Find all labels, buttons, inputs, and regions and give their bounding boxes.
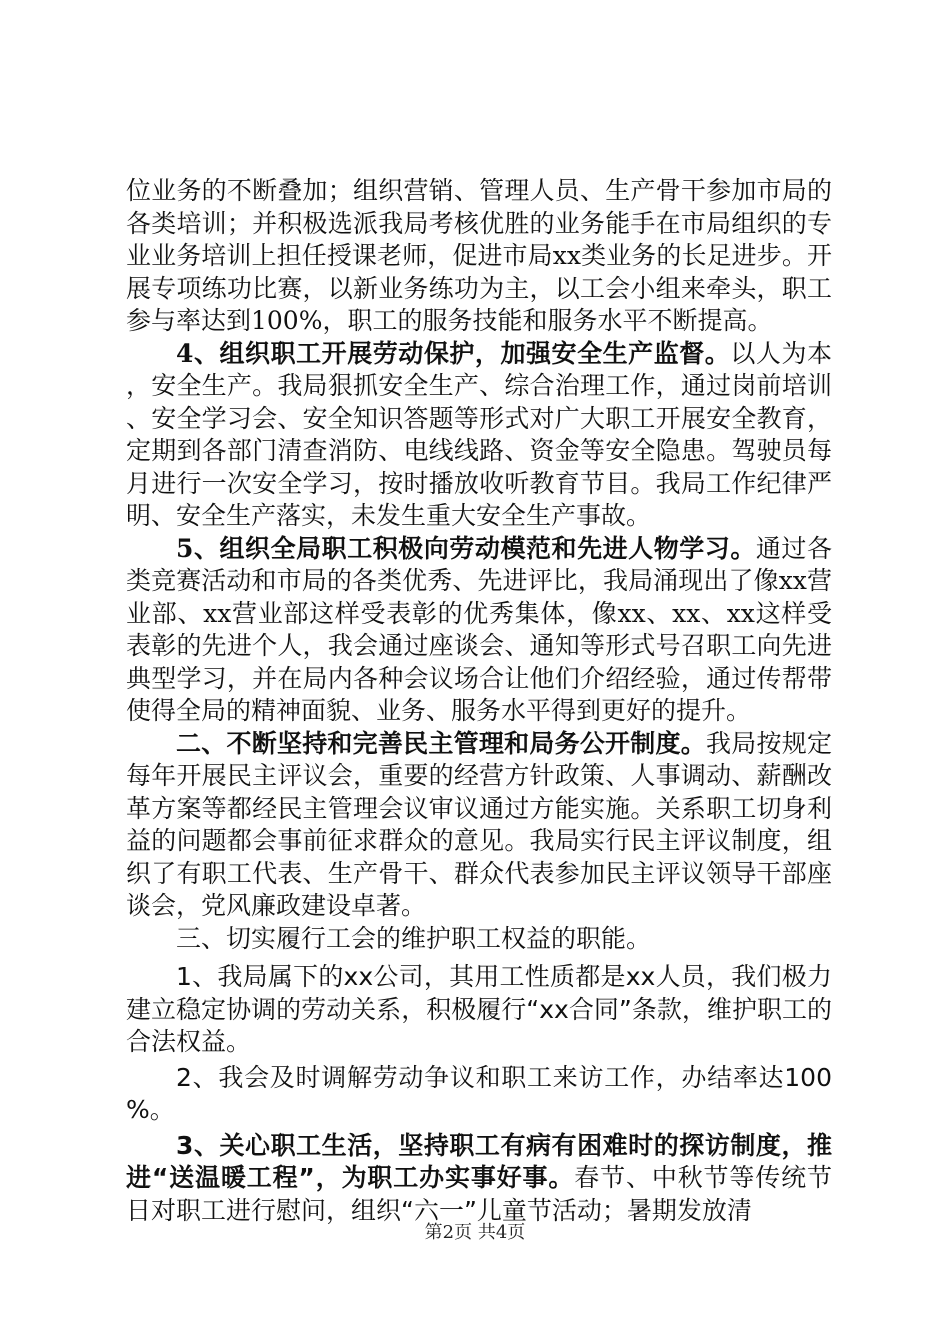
paragraph-item-2 [126, 1062, 832, 1127]
paragraph-text: 位业务的不断叠加；组织营销、管理人员、生产骨干参加市局的各类培训；并积极选派我局考核优胜的业务能手在市局组织的专业业务培训上担任授课老师，促进市局xx类业务的长足进步。开展专项练功比赛，以新业务练功为主，以工会小组来牵头，职工参与率达到100%，职工的服务技能和服务水平不断提高。 [126, 176, 832, 335]
paragraph-text: 通过各类竞赛活动和市局的各类优秀、先进评比，我局涌现出了像xx营业部、xx营业部这样受表彰的优秀集体，像xx、xx、xx这样受表彰的先进个人，我会通过座谈会、通知等形式号召职工向先进典型学习，并在局内各种会议场合让他们介绍经验，通过传帮带使得全局的精神面貌、业务、服务水平得到更好的提升。 [126, 533, 832, 725]
paragraph-heading: 5、组织全局职工积极向劳动模范和先进人物学习。 [176, 533, 756, 563]
paragraph-section-2 [126, 728, 832, 923]
paragraph-text: 春节、中秋节等传统节日对职工进行慰问，组织“六一”儿童节活动；暑期发放清 [126, 1163, 832, 1225]
section-heading: 二、不断坚持和完善民主管理和局务公开制度。 [176, 728, 707, 758]
paragraph-text: 1、我局属下的xx公司，其用工性质都是xx人员，我们极力建立稳定协调的劳动关系，积极履行“xx合同”条款，维护职工的合法权益。 [126, 962, 832, 1056]
page-number: 第2页 共4页 [424, 1222, 526, 1243]
paragraph-heading: 4、组织职工开展劳动保护，加强安全生产监督。 [176, 338, 731, 368]
paragraph-item-1 [126, 961, 832, 1059]
paragraph-item-3 [126, 1130, 832, 1228]
paragraph-item-4 [126, 338, 832, 533]
section-heading: 三、切实履行工会的维护职工权益的职能。 [176, 923, 652, 953]
paragraph-item-5 [126, 533, 832, 728]
paragraph-heading: 3、关心职工生活，坚持职工有病有困难时的探访制度，推进“送温暖工程”，为职工办实事好事。 [126, 1130, 832, 1192]
section-heading-3 [126, 923, 832, 956]
page-footer [0, 1218, 950, 1244]
paragraph-continued [126, 175, 832, 338]
paragraph-text: 我局按规定每年开展民主评议会，重要的经营方针政策、人事调动、薪酬改革方案等都经民主管理会议审议通过方能实施。关系职工切身利益的问题都会事前征求群众的意见。我局实行民主评议制度，组织了有职工代表、生产骨干、群众代表参加民主评议领导干部座谈会，党风廉政建设卓著。 [126, 728, 832, 920]
paragraph-text: 2、我会及时调解劳动争议和职工来访工作，办结率达100%。 [126, 1062, 832, 1124]
paragraph-text: 以人为本，安全生产。我局狠抓安全生产、综合治理工作，通过岗前培训、安全学习会、安全知识答题等形式对广大职工开展安全教育，定期到各部门清查消防、电线线路、资金等安全隐患。驾驶员每月进行一次安全学习，按时播放收听教育节目。我局工作纪律严明、安全生产落实，未发生重大安全生产事故。 [126, 338, 832, 530]
document-body [126, 175, 832, 1227]
